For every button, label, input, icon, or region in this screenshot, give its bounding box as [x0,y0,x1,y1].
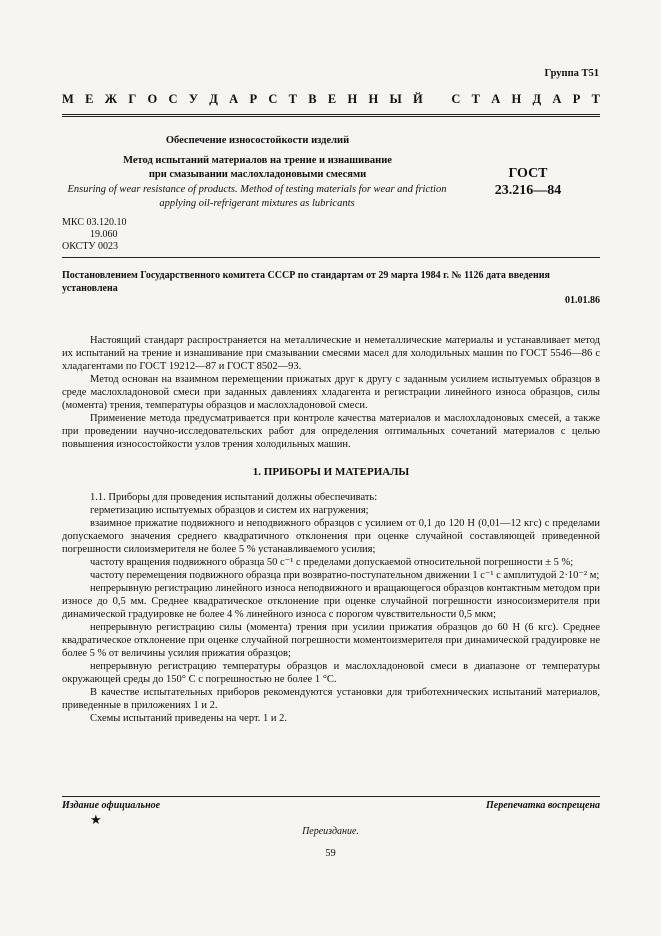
standard-type-letter [434,92,440,107]
section-paragraph: 1.1. Приборы для проведения испытаний должны обеспечивать: [90,492,378,503]
decree-text: Постановлением Государственного комитета СССР по стандартам от 29 марта 1984 г. № 1126 дата введения установлена [62,270,550,294]
reissue-note: Переиздание. [302,826,359,837]
footer-rule [62,796,600,797]
document-title [100,134,415,182]
standard-type-letter: В [308,92,317,106]
standard-type-letter: С [451,92,461,106]
title-line-2: Метод испытаний материалов на трение и изнашивание [123,155,392,166]
okstu-code: ОКСТУ 0023 [62,241,119,252]
standard-type-letter: А [552,92,562,106]
intro-text [62,334,600,451]
reprint-prohibited-label: Перепечатка воспрещена [486,800,600,811]
title-english: Ensuring of wear resistance of products. Method of testing materials for wear and friction applying oil-refrigerant mixtures as lubricants [67,184,447,209]
standard-type-letter: Н [347,92,358,106]
standard-type-letter: Н [368,92,379,106]
standard-type-letter: Д [209,92,218,106]
section-paragraph: взаимное прижатие подвижного и неподвижного образцов с усилием от 0,1 до 120 Н (0,01—12 кгс) с пределами допускаемого значения среднего квадратичного отклонения при оценке случайной составляющей приведенной погрешности силоизмерителя не более 5 % устанавливаемого усилия; [62,518,600,555]
standard-type-letter: Е [85,92,94,106]
section-1-text [62,491,600,725]
group-code: Группа Т51 [544,68,599,79]
standard-type-letter: Е [327,92,337,106]
section-paragraph: частоту вращения подвижного образца 50 с⁻¹ с пределами допускаемой относительной погрешности ± 5 %; [90,557,574,568]
title-line-1: Обеспечение износостойкости изделий [165,135,350,146]
header-rule-bottom [62,116,600,117]
section-paragraph: непрерывную регистрацию силы (момента) трения при усилии прижатия образцов до 60 Н (6 кгс). Среднее квадратическое отклонение при оценке случайной погрешности моментоизмерителя при динамической градуировке не более 5 % от величины усилия прижатия образцов; [62,622,600,659]
standard-type-letter: М [62,92,74,106]
mks-code: МКС 03.120.10 [62,217,127,228]
standard-type-letter: Ж [104,92,118,106]
standard-type-letter: С [268,92,278,106]
star-icon: ★ [90,812,102,827]
mks-code-2: 19.060 [90,229,118,240]
intro-paragraph-1: Настоящий стандарт распространяется на металлические и неметаллические материалы и устанавливает метод их испытаний на трение и изнашивание при смазывании смесями масел для холодильных машин по ГОСТ 5546—86 с хладагентами по ГОСТ 19212—87 и ГОСТ 8502—93. [62,335,600,372]
official-edition-label: Издание официальное [62,800,161,811]
page-number: 59 [325,848,336,859]
standard-type-letter: Й [413,92,423,106]
standard-type-heading [62,92,600,107]
section-paragraph: непрерывную регистрацию температуры образцов и маслохладоновой смеси в диапазоне от температуры окружающей среды до 150° С с погрешностью не более 1 °С. [62,661,600,685]
intro-paragraph-3: Применение метода предусматривается при контроле качества материалов и маслохладоновых смесей, а также при проведении научно-исследовательских работ для определения оптимальных сочетаний материалов с целью повышения износостойкости узлов трения холодильных машин. [62,413,600,450]
standard-type-letter: Д [532,92,542,106]
effective-date: 01.01.86 [565,295,600,306]
title-line-3: при смазывании маслохладоновыми смесями [148,169,367,180]
section-paragraph: непрерывную регистрацию линейного износа неподвижного и вращающегося образцов контактным методом при износе до 0,5 мм. Среднее квадратическое отклонение при оценке случайной погрешности износоизмерителя при динамической градуировке не более 4 % линейного износа с порогом чувствительности 0,5 мкм; [62,583,600,620]
gost-label: ГОСТ [508,166,548,181]
section-heading: 1. ПРИБОРЫ И МАТЕРИАЛЫ [252,466,410,478]
standard-type-letter: Ы [389,92,402,106]
standard-type-letter: А [491,92,501,106]
section-paragraph: Схемы испытаний приведены на черт. 1 и 2. [90,713,287,724]
codes-rule [62,257,600,258]
standard-type-letter: А [229,92,239,106]
standard-type-letter: О [147,92,158,106]
standard-type-letter: Т [471,92,480,106]
gost-number: 23.216—84 [494,183,562,198]
standard-type-letter: Т [591,92,600,106]
section-paragraph: частоту перемещения подвижного образца при возвратно-поступательном движении 1 с⁻¹ с амплитудой 2·10⁻² м; [90,570,600,581]
standard-type-letter: Н [511,92,522,106]
standard-type-letter: У [188,92,199,106]
classification-codes [62,217,126,253]
standard-type-letter: Р [249,92,258,106]
intro-paragraph-2: Метод основан на взаимном перемещении прижатых друг к другу с заданным усилием испытуемых образцов в среде маслохладоновой смеси при заданных давлениях хладагента и регистрации линейного износа образцов, силы (момента) трения, температуры образцов и маслохладоновой смеси. [62,374,600,411]
standard-type-letter: С [168,92,178,106]
section-paragraph: герметизацию испытуемых образцов и систем их нагружения; [90,505,369,516]
header-rule-top [62,114,600,115]
gost-designation [468,165,588,199]
standard-type-letter: Г [128,92,137,106]
standard-type-letter: Р [572,92,581,106]
section-paragraph: В качестве испытательных приборов рекомендуются установки для триботехнических испытаний материалов, приведенные в приложениях 1 и 2. [62,687,600,711]
standard-type-letter: Т [288,92,298,106]
